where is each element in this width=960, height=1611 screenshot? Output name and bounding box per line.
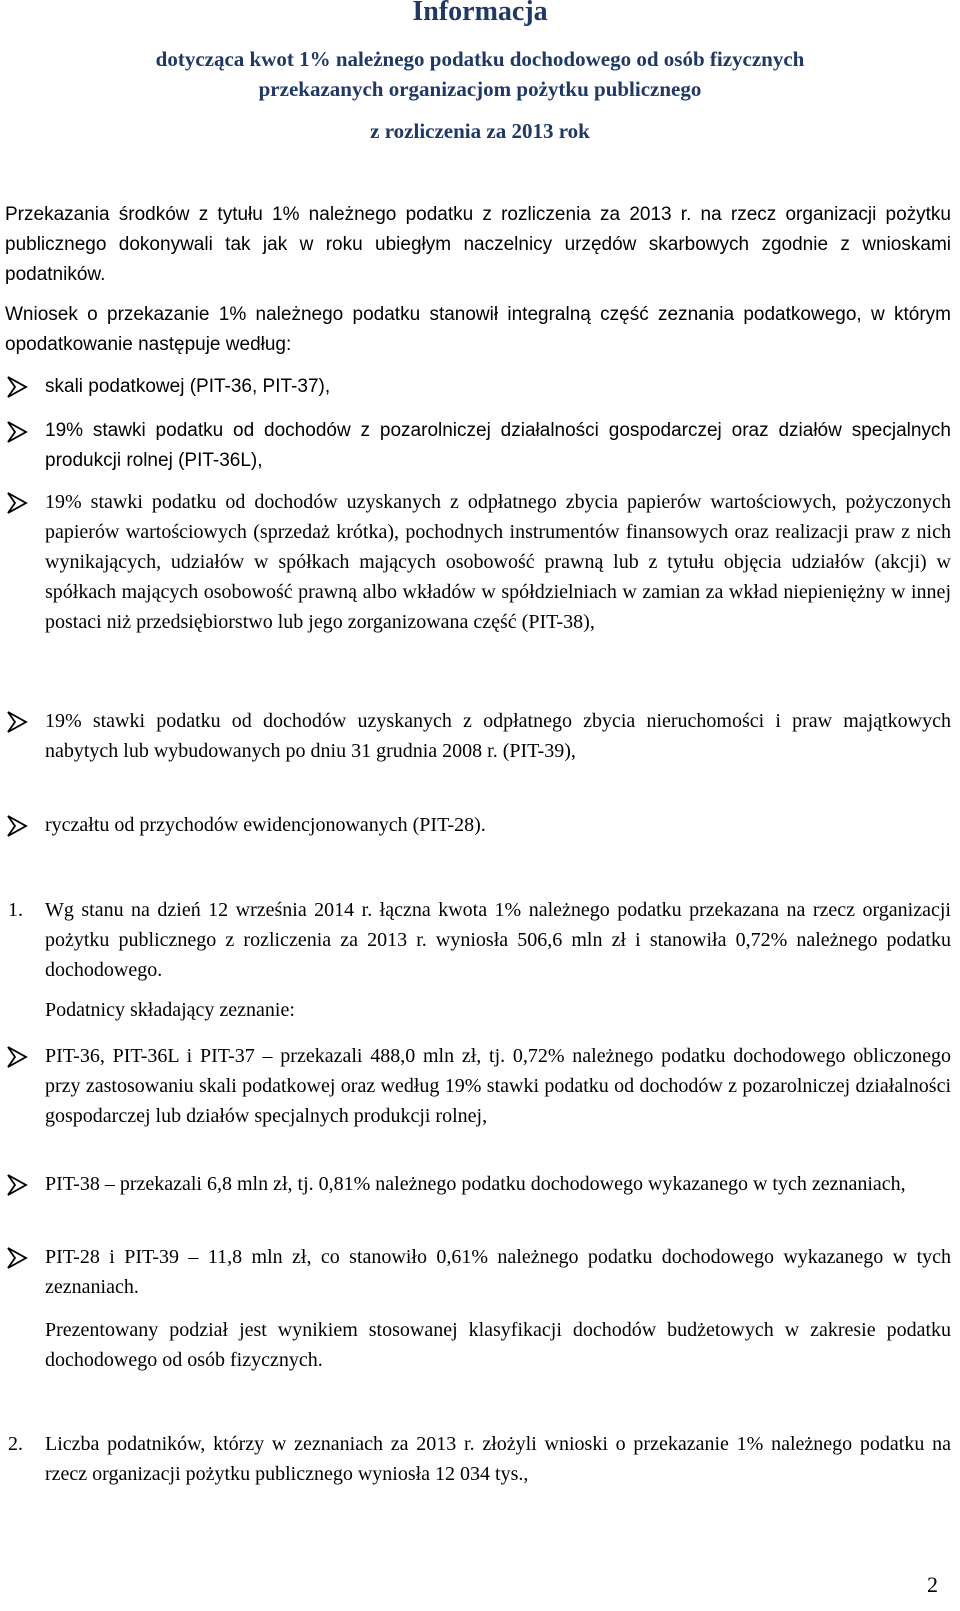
intro-paragraph-1: Przekazania środków z tytułu 1% należnego podatku z rozliczenia za 2013 r. na rzecz organizacji pożytku publicznego dokonywali tak jak w roku ubiegłym naczelnicy urzędów skarbowych zgodnie z wnioskami podatników. [5, 204, 951, 285]
arrow-bullet-icon [5, 710, 29, 734]
arrow-bullet-icon [5, 375, 29, 399]
arrow-bullet-icon [5, 1246, 29, 1270]
arrow-bullet-icon [5, 1173, 29, 1197]
section-2-number: 2. [8, 1433, 23, 1455]
subtitle-line-2: przekazanych organizacjom pożytku publicznego [258, 77, 702, 101]
arrow-bullet-icon [5, 1045, 29, 1069]
section-1-number: 1. [8, 899, 23, 921]
list-item: 19% stawki podatku od dochodów uzyskanych z odpłatnego zbycia nieruchomości i praw majątkowych nabytych lub wybudowanych po dniu 31 grudnia 2008 r. (PIT-39), [45, 710, 951, 762]
arrow-bullet-icon [5, 814, 29, 838]
list-item: ryczałtu od przychodów ewidencjonowanych (PIT-28). [45, 814, 486, 836]
section-2-text: Liczba podatników, którzy w zeznaniach za 2013 r. złożyli wnioski o przekazanie 1% należnego podatku na rzecz organizacji pożytku publicznego wyniosła 12 034 tys., [45, 1433, 951, 1485]
section-1-note: Prezentowany podział jest wynikiem stosowanej klasyfikacji dochodów budżetowych w zakresie podatku dochodowego od osób fizycznych. [45, 1319, 951, 1371]
arrow-bullet-icon [5, 491, 29, 515]
list-item: PIT-36, PIT-36L i PIT-37 – przekazali 488,0 mln zł, tj. 0,72% należnego podatku dochodowego obliczonego przy zastosowaniu skali podatkowej oraz według 19% stawki podatku od dochodów z pozarolniczej działalności gospodarczej lub działów specjalnych produkcji rolnej, [45, 1045, 951, 1127]
section-1-text: Wg stanu na dzień 12 września 2014 r. łączna kwota 1% należnego podatku przekazana na rzecz organizacji pożytku publicznego z rozliczenia za 2013 r. wyniosła 506,6 mln zł i stanowiła 0,72% należnego podatku dochodowego. [45, 899, 951, 981]
list-item: skali podatkowej (PIT-36, PIT-37), [45, 376, 331, 397]
section-1-lead: Podatnicy składający zeznanie: [45, 999, 295, 1021]
document-title: Informacja [412, 0, 548, 27]
list-item: PIT-28 i PIT-39 – 11,8 mln zł, co stanowiło 0,61% należnego podatku dochodowego wykazanego w tych zeznaniach. [45, 1246, 951, 1298]
subtitle-line-3: z rozliczenia za 2013 rok [370, 119, 590, 143]
list-item: PIT-38 – przekazali 6,8 mln zł, tj. 0,81% należnego podatku dochodowego wykazanego w tych zeznaniach, [45, 1173, 906, 1195]
subtitle-line-1: dotycząca kwot 1% należnego podatku dochodowego od osób fizycznych [155, 47, 805, 71]
list-item: 19% stawki podatku od dochodów z pozarolniczej działalności gospodarczej oraz działów specjalnych produkcji rolnej (PIT-36L), [45, 420, 951, 471]
page-number: 2 [927, 1572, 938, 1597]
arrow-bullet-icon [5, 420, 29, 444]
intro-paragraph-2: Wniosek o przekazanie 1% należnego podatku stanowił integralną część zeznania podatkowego, w którym opodatkowanie następuje według: [5, 304, 951, 355]
list-item: 19% stawki podatku od dochodów uzyskanych z odpłatnego zbycia papierów wartościowych, pożyczonych papierów wartościowych (sprzedaż krótka), pochodnych instrumentów finansowych oraz realizacji praw z nich wynikających, udziałów w spółkach mających osobowość prawną lub z tytułu objęcia udziałów (akcji) w spółkach mających osobowość prawną albo wkładów w spółdzielniach w zamian za wkład niepieniężny w innej postaci niż przedsiębiorstwo lub jego zorganizowana część (PIT-38), [45, 491, 951, 633]
